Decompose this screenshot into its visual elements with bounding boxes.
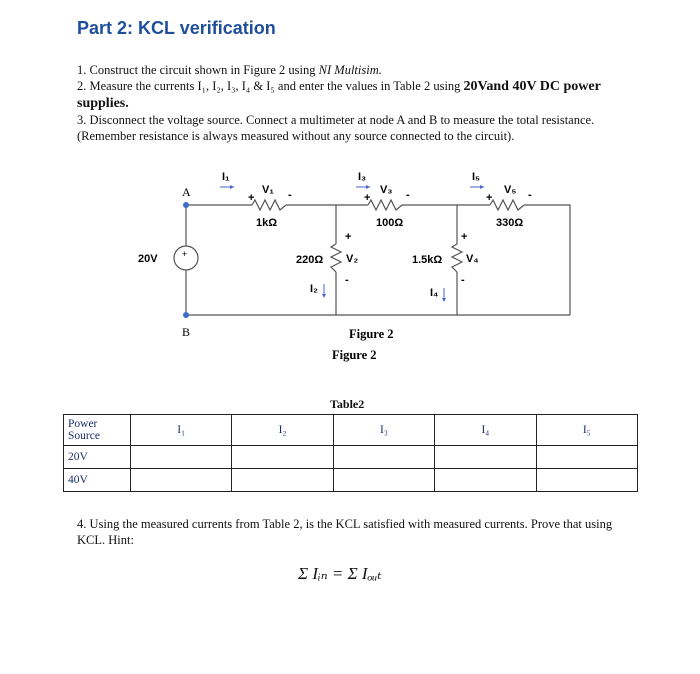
v3-label: V₃ — [380, 184, 393, 196]
cell-40v-i5 — [536, 469, 637, 492]
i5-arrowhead — [480, 185, 484, 189]
resistor-100 — [368, 200, 402, 210]
r2-label: 220Ω — [296, 254, 324, 266]
step-2-text: 2. Measure the currents I₁, I₂, I₃, I₄ & I₅ and enter the values in Table 2 using — [77, 79, 464, 93]
node-b-label: B — [182, 325, 191, 339]
i4-label: I₄ — [430, 287, 439, 299]
cell-20v-i3 — [333, 446, 434, 469]
cell-40v-i1 — [131, 469, 232, 492]
step-3: 3. Disconnect the voltage source. Connect a multimeter at node A and B to measure the total resistance. (Remember resistance is always measured without any source connected to the circuit). — [77, 113, 595, 143]
header-i2: I₂ — [232, 415, 333, 446]
figure-caption-1: Figure 2 — [349, 327, 394, 341]
cell-40v-i4 — [435, 469, 536, 492]
v4-label: V₄ — [466, 253, 479, 265]
r1-label: 1kΩ — [256, 217, 278, 229]
header-i3: I₃ — [333, 415, 434, 446]
question-4 — [77, 516, 637, 548]
question-4-text: 4. Using the measured currents from Table 2, is the KCL satisfied with measured currents. Prove that using KCL. Hint: — [77, 517, 613, 547]
row-40v-label: 40V — [64, 469, 131, 492]
kcl-formula: Σ Iᵢₙ = Σ Iₒᵤₜ — [298, 564, 382, 583]
v5-label: V₅ — [504, 184, 517, 196]
i2-arrowhead — [322, 294, 326, 298]
i3-label: I₃ — [358, 171, 367, 183]
r3-label: 100Ω — [376, 217, 404, 229]
v5-plus: + — [486, 192, 493, 204]
v2-plus: + — [345, 231, 352, 243]
resistor-330 — [490, 200, 524, 210]
step-1-software: NI Multisim. — [318, 63, 382, 77]
cell-20v-i4 — [435, 446, 536, 469]
cell-20v-i5 — [536, 446, 637, 469]
header-power-source: Power Source — [64, 415, 131, 446]
table-header-row — [64, 415, 638, 446]
top-wire-right — [524, 205, 570, 315]
i3-arrowhead — [366, 185, 370, 189]
v2-minus: - — [345, 274, 349, 286]
i4-arrowhead — [442, 298, 446, 302]
v3-plus: + — [364, 192, 371, 204]
table-row — [64, 446, 638, 469]
row-20v-label: 20V — [64, 446, 131, 469]
step-2-emphasis: 20Vand 40V DC power supplies. — [77, 79, 601, 111]
v2-label: V₂ — [346, 253, 359, 265]
i1-label: I₁ — [222, 171, 230, 183]
results-table — [63, 414, 638, 492]
figure-caption-2: Figure 2 — [332, 348, 377, 362]
r4-label: 1.5kΩ — [412, 254, 443, 266]
node-a-label: A — [182, 185, 191, 199]
source-label: 20V — [138, 253, 158, 265]
page-title: Part 2: KCL verification — [77, 18, 276, 38]
v1-minus: - — [288, 189, 292, 201]
header-i1: I₁ — [131, 415, 232, 446]
resistor-1500 — [452, 244, 462, 272]
cell-40v-i3 — [333, 469, 434, 492]
step-1-text: 1. Construct the circuit shown in Figure 2 using — [77, 63, 319, 77]
resistor-1k — [252, 200, 286, 210]
i1-arrowhead — [230, 185, 234, 189]
v3-minus: - — [406, 189, 410, 201]
cell-40v-i2 — [232, 469, 333, 492]
i5-label: I₅ — [472, 171, 481, 183]
table-title: Table2 — [330, 397, 365, 411]
cell-20v-i1 — [131, 446, 232, 469]
i2-label: I₂ — [310, 283, 318, 295]
table-row — [64, 469, 638, 492]
header-i5: I₅ — [536, 415, 637, 446]
v1-plus: + — [248, 192, 255, 204]
v4-minus: - — [461, 274, 465, 286]
resistor-220 — [331, 244, 341, 272]
node-a-dot — [183, 202, 189, 208]
cell-20v-i2 — [232, 446, 333, 469]
v5-minus: - — [528, 189, 532, 201]
header-i4: I₄ — [435, 415, 536, 446]
v4-plus: + — [461, 231, 468, 243]
node-b-dot — [183, 312, 189, 318]
v1-label: V₁ — [262, 184, 274, 196]
r5-label: 330Ω — [496, 217, 524, 229]
source-plus: + — [182, 249, 188, 259]
